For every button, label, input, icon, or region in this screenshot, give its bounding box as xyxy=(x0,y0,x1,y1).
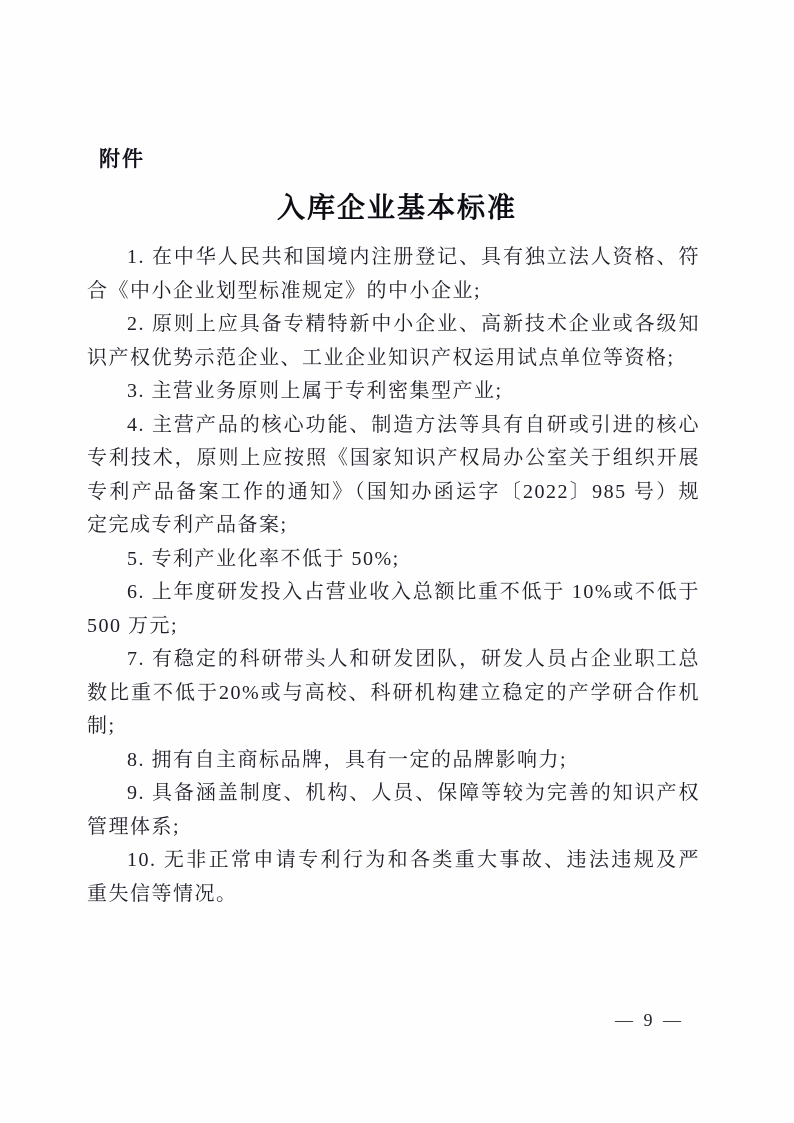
list-item-3: 3. 主营业务原则上属于专利密集型产业; xyxy=(127,380,503,402)
list-item-10: 10. 无非正常申请专利行为和各类重大事故、违法违规及严重失信等情况。 xyxy=(87,849,700,905)
list-item-5: 5. 专利产业化率不低于 50%; xyxy=(127,547,400,570)
list-item-8: 8. 拥有自主商标品牌，具有一定的品牌影响力; xyxy=(127,748,568,771)
list-item-9: 9. 具备涵盖制度、机构、人员、保障等较为完善的知识产权管理体系; xyxy=(87,782,700,838)
document-body xyxy=(87,241,700,911)
list-item-1: 1. 在中华人民共和国境内注册登记、具有独立法人资格、符合《中小企业划型标准规定》的中小企业; xyxy=(87,246,700,302)
list-item-2: 2. 原则上应具备专精特新中小企业、高新技术企业或各级知识产权优势示范企业、工业企业知识产权运用试点单位等资格; xyxy=(87,313,700,369)
list-item-4: 4. 主营产品的核心功能、制造方法等具有自研或引进的核心专利技术，原则上应按照《国家知识产权局办公室关于组织开展专利产品备案工作的通知》（国知办函运字〔2022〕985 号）规定完成专利产品备案; xyxy=(87,413,700,536)
page-number: — 9 — xyxy=(615,1010,684,1030)
list-item-7: 7. 有稳定的科研带头人和研发团队，研发人员占企业职工总数比重不低于20%或与高校、科研机构建立稳定的产学研合作机制; xyxy=(87,648,700,737)
page-title: 入库企业基本标准 xyxy=(276,193,517,224)
attachment-label: 附件 xyxy=(99,148,145,171)
list-item-6: 6. 上年度研发投入占营业收入总额比重不低于 10%或不低于 500 万元; xyxy=(87,581,700,637)
